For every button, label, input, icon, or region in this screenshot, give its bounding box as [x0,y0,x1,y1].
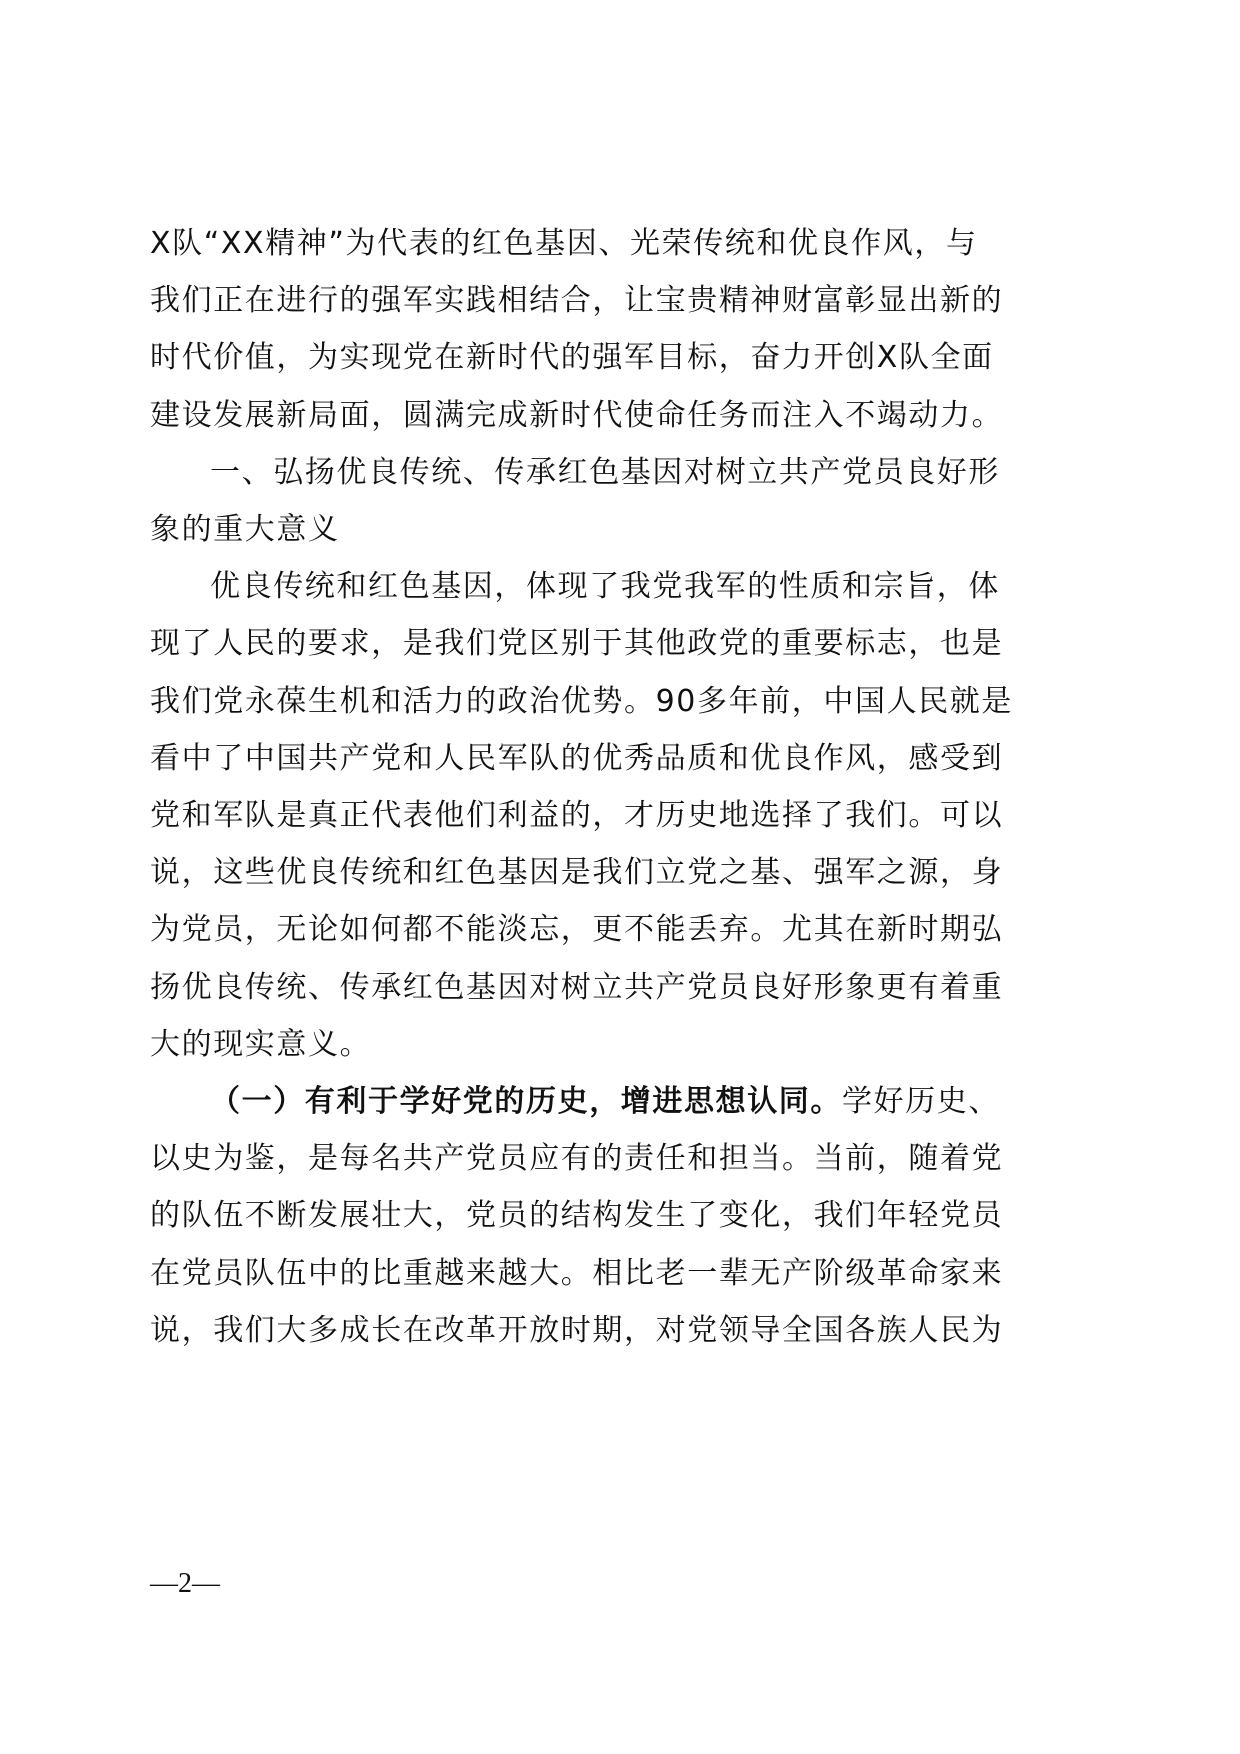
heading-line: 象的重大意义 [150,512,340,548]
paragraph-significance [150,558,1013,1073]
text-line: X队“XX精神”为代表的红色基因、光荣传统和优良作风，与 [150,226,978,261]
text-line [150,1073,1000,1130]
text-line: 以史为鉴，是每名共产党员应有的责任和担当。当前，随着党 [150,1141,1004,1177]
page-number: —2— [150,1568,220,1599]
text-line: 看中了中国共产党和人民军队的优秀品质和优良作风，感受到 [150,740,1004,776]
subsection-lead-text: 学好历史、 [842,1084,1000,1120]
document-body [150,215,1013,1359]
heading-line: 一、弘扬优良传统、传承红色基因对树立共产党员良好形 [210,454,1000,490]
text-line: 的队伍不断发展壮大，党员的结构发生了变化，我们年轻党员 [150,1198,1004,1234]
text-line: 党和军队是真正代表他们利益的，才历史地选择了我们。可以 [150,798,1004,834]
text-line: 优良传统和红色基因，体现了我党我军的性质和宗旨，体 [210,569,1000,605]
text-line: 我们正在进行的强军实践相结合，让宝贵精神财富彰显出新的 [150,283,1004,319]
text-line: 我们党永葆生机和活力的政治优势。90多年前，中国人民就是 [150,683,1013,719]
text-line: 现了人民的要求，是我们党区别于其他政党的重要标志，也是 [150,626,1004,662]
text-line: 扬优良传统、传承红色基因对树立共产党员良好形象更有着重 [150,969,1004,1005]
text-line: 为党员，无论如何都不能淡忘，更不能丢弃。尤其在新时期弘 [150,912,1004,948]
section-heading-1 [150,444,1000,558]
text-line: 说，我们大多成长在改革开放时期，对党领导全国各族人民为 [150,1312,1004,1348]
text-line: 说，这些优良传统和红色基因是我们立党之基、强军之源，身 [150,855,1004,891]
paragraph-continuation [150,215,1004,444]
subsection-heading-1: （一）有利于学好党的历史，增进思想认同。 [210,1084,842,1120]
text-line: 建设发展新局面，圆满完成新时代使命任务而注入不竭动力。 [150,397,1004,433]
text-line: 时代价值，为实现党在新时代的强军目标，奋力开创X队全面 [150,340,994,376]
text-line: 大的现实意义。 [150,1026,372,1062]
paragraph-subsection-1 [150,1073,1004,1359]
text-line: 在党员队伍中的比重越来越大。相比老一辈无产阶级革命家来 [150,1255,1004,1291]
